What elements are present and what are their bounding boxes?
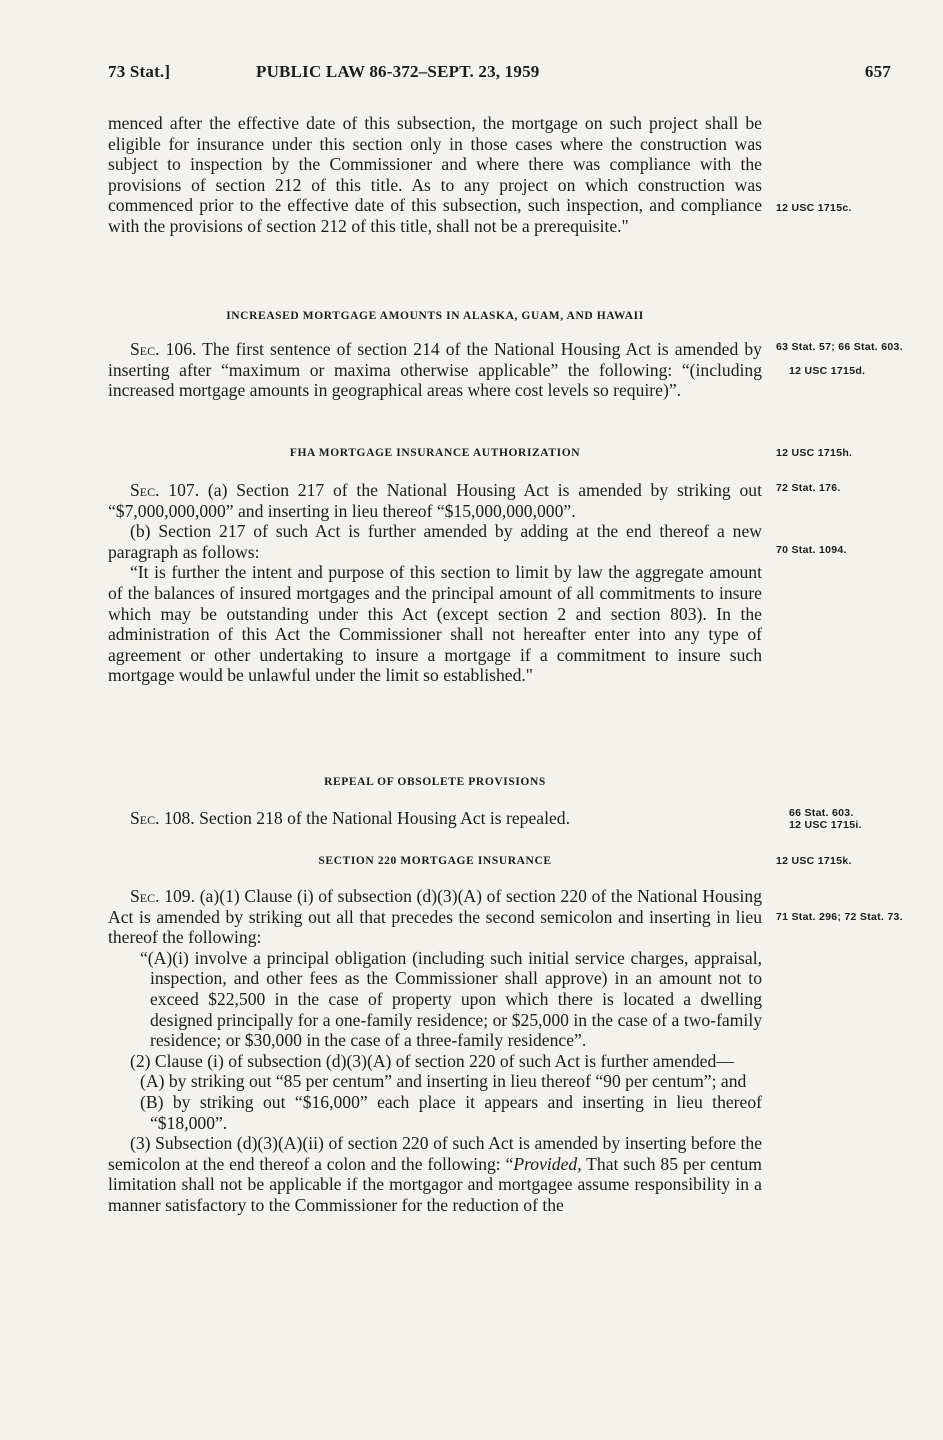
margin-note: 12 USC 1715i.: [789, 819, 862, 831]
margin-note: 72 Stat. 176.: [776, 482, 841, 494]
page-number: 657: [864, 62, 891, 81]
subsection-a1: (a)(1) Clause (i) of subsection (d)(3)(A) of section 220 of the National Housing Act is amended by striking out all that precedes the second semicolon and inserting in lieu thereof the following:: [108, 886, 762, 948]
section-label: Sec. 106.: [130, 339, 197, 359]
section-107: [108, 480, 762, 686]
clause-2B: (B) by striking out “$16,000” each place it appears and inserting in lieu thereof “$18,000”.: [140, 1091, 762, 1133]
subsection-a: (a) Section 217 of the National Housing Act is amended by striking out “$7,000,000,000” and inserting in lieu thereof “$15,000,000,000”.: [108, 480, 762, 521]
section-108: [108, 808, 762, 829]
quoted-paragraph: “It is further the intent and purpose of this section to limit by law the aggregate amount of the balances of insured mortgages and the principal amount of all commitments to insure which may be outstanding under this Act (except section 2 and section 803). In the administration of this Act the Commissioner shall not hereafter enter into any type of agreement or other undertaking to insure a mortgage if a commitment to insure such mortgage would be unlawful under the limit so established.": [108, 562, 762, 686]
section-109: [108, 886, 762, 1216]
paragraph-text: menced after the effective date of this subsection, the mortgage on such project shall be eligible for insurance under this section only in those cases where the construction was subject to inspection by the Commissioner and where there was compliance with the provisions of section 212 of this title. As to any project on which construction was commenced prior to the effective date of this subsection, such inspection, and compliance with the provisions of section 212 of this title, shall not be a prerequisite.": [108, 113, 762, 236]
margin-note: 12 USC 1715c.: [776, 202, 852, 214]
margin-note: 12 USC 1715k.: [776, 855, 852, 867]
section-heading-106: INCREASED MORTGAGE AMOUNTS IN ALASKA, GUAM, AND HAWAII: [226, 310, 644, 322]
section-label: Sec. 108.: [130, 808, 195, 828]
continued-paragraph: [108, 113, 762, 237]
subsection-b: (b) Section 217 of such Act is further amended by adding at the end thereof a new paragraph as follows:: [108, 521, 762, 562]
margin-note: 12 USC 1715d.: [789, 365, 866, 377]
margin-note: 70 Stat. 1094.: [776, 544, 847, 556]
section-heading-108: REPEAL OF OBSOLETE PROVISIONS: [324, 776, 546, 788]
page-title: PUBLIC LAW 86-372–SEPT. 23, 1959: [256, 62, 540, 81]
clause-2A: (A) by striking out “85 per centum” and inserting in lieu thereof “90 per centum”; and: [140, 1071, 747, 1092]
section-heading-109: SECTION 220 MORTGAGE INSURANCE: [318, 855, 552, 867]
section-heading-107: FHA MORTGAGE INSURANCE AUTHORIZATION: [289, 447, 581, 459]
provided-italic: Provided,: [513, 1153, 582, 1174]
section-label: Sec. 109.: [130, 886, 195, 906]
margin-note: 12 USC 1715h.: [776, 447, 853, 459]
subsection-2: (2) Clause (i) of subsection (d)(3)(A) of section 220 of such Act is further amended—: [130, 1050, 734, 1071]
subsection-3: (3) Subsection (d)(3)(A)(ii) of section 220 of such Act is amended by inserting before the semicolon at the end thereof a colon and the following: “Provided, That such 85 per centum limitation shall not be applicable if the mortgagor and mortgagee assume responsibility in a manner satisfactory to the Commissioner for the reduction of the: [108, 1133, 762, 1215]
section-text: The first sentence of section 214 of the National Housing Act is amended by inserting after “maximum or maxima otherwise applicable” the following: “(including increased mortgage amounts in geographical areas where cost levels so require)”.: [108, 339, 762, 401]
margin-note: 71 Stat. 296; 72 Stat. 73.: [776, 911, 903, 923]
section-text: Section 218 of the National Housing Act is repealed.: [199, 808, 570, 828]
volume-reference: 73 Stat.]: [108, 62, 171, 81]
quoted-clause: “(A)(i) involve a principal obligation (including such initial service charges, appraisal, inspection, and other fees as the Commissioner shall approve) in an amount not to exceed $22,500 in the case of property upon which there is located a dwelling designed principally for a one-family residence; or $25,000 in the case of a two-family residence; or $30,000 in the case of a three-family residence”.: [140, 947, 762, 1051]
margin-note: 63 Stat. 57; 66 Stat. 603.: [776, 341, 903, 353]
section-106: [108, 339, 762, 401]
margin-note: 66 Stat. 603.: [789, 807, 854, 819]
section-label: Sec. 107.: [130, 480, 200, 500]
